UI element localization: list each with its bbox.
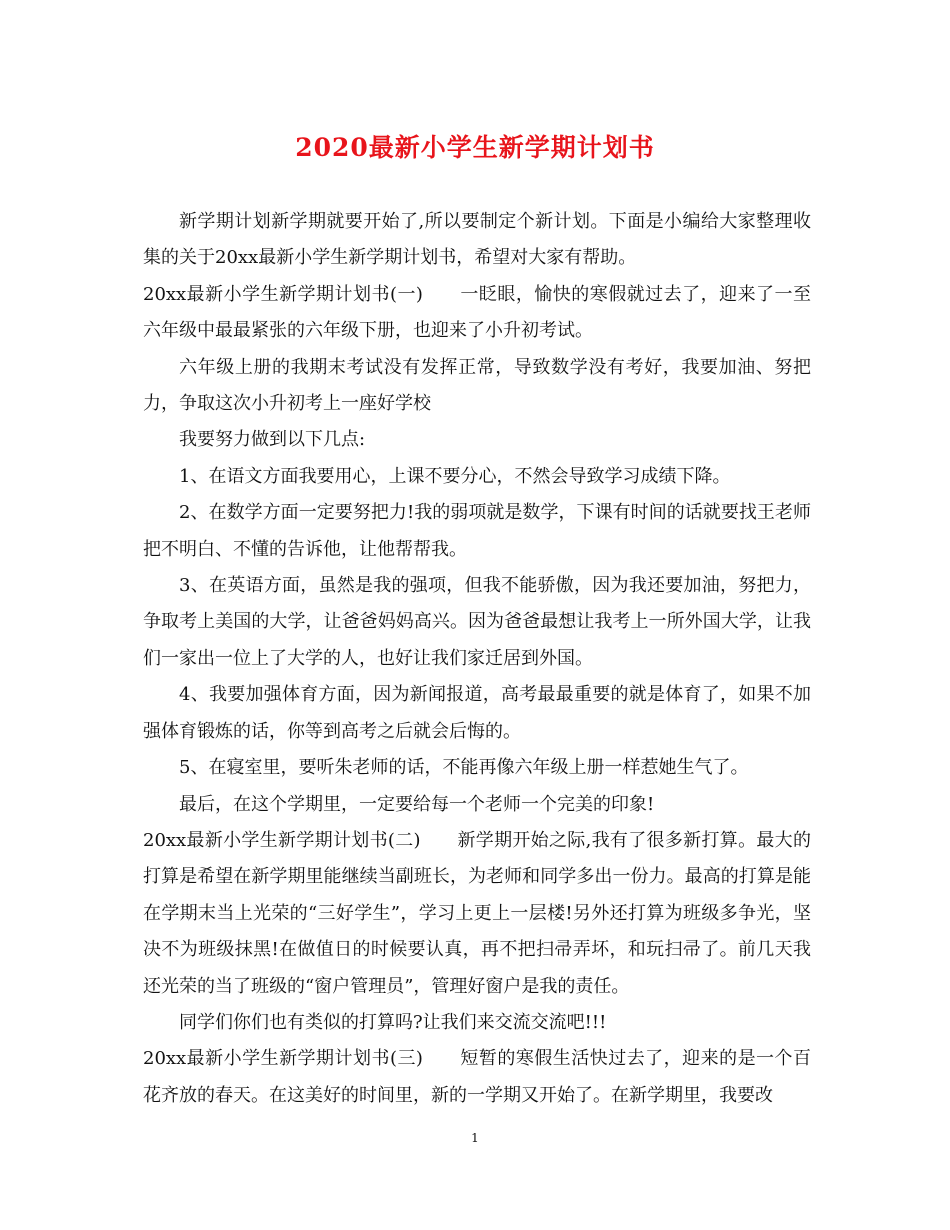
paragraph: 最后，在这个学期里，一定要给每一个老师一个完美的印象! (179, 793, 655, 815)
paragraph: 六年级上册的我期末考试没有发挥正常，导致数学没有考好，我要加油、努把力，争取这次小升初考上一座好学校 (143, 356, 811, 415)
paragraph-plan-two-heading: 20xx最新小学生新学期计划书(二) 新学期开始之际,我有了很多新打算。最大的打算是希望在新学期里能继续当副班长，为老师和同学多出一份力。最高的打算是能在学期末当上光荣的“三好学生”，学习上更上一层楼!另外还打算为班级多争光，坚决不为班级抹黑!在做值日的时候要认真，再不把扫帚弄坏，和玩扫帚了。前几天我还光荣的当了班级的“窗户管理员”，管理好窗户是我的责任。 (143, 829, 811, 997)
paragraph-plan-one-heading: 20xx最新小学生新学期计划书(一) 一眨眼，愉快的寒假就过去了，迎来了一至六年级中最最紧张的六年级下册，也迎来了小升初考试。 (143, 283, 811, 342)
paragraph: 我要努力做到以下几点: (179, 429, 366, 451)
paragraph-plan-three-heading: 20xx最新小学生新学期计划书(三) 短暂的寒假生活快过去了，迎来的是一个百花齐放的春天。在这美好的时间里，新的一学期又开始了。在新学期里，我要改 (143, 1048, 811, 1106)
list-item: 5、在寝室里，要听朱老师的话，不能再像六年级上册一样惹她生气了。 (179, 757, 749, 779)
list-item: 4、我要加强体育方面，因为新闻报道，高考最最重要的就是体育了，如果不加强体育锻炼的话，你等到高考之后就会后悔的。 (143, 684, 811, 742)
list-item: 2、在数学方面一定要努把力!我的弱项就是数学，下课有时间的话就要找王老师把不明白、不懂的告诉他，让他帮帮我。 (143, 502, 811, 560)
paragraph: 同学们你们也有类似的打算吗?让我们来交流交流吧!!! (179, 1011, 607, 1033)
document-title: 2020最新小学生新学期计划书 (295, 133, 655, 162)
document-body (143, 204, 811, 1114)
list-item: 3、在英语方面，虽然是我的强项，但我不能骄傲，因为我还要加油，努把力，争取考上美国的大学，让爸爸妈妈高兴。因为爸爸最想让我考上一所外国大学，让我们一家出一位上了大学的人，也好让我们家迁居到外国。 (143, 575, 811, 669)
paragraph-intro: 新学期计划新学期就要开始了,所以要制定个新计划。下面是小编给大家整理收集的关于20xx最新小学生新学期计划书，希望对大家有帮助。 (143, 211, 811, 269)
list-item: 1、在语文方面我要用心，上课不要分心，不然会导致学习成绩下降。 (179, 465, 731, 487)
page-number: 1 (471, 1131, 479, 1145)
